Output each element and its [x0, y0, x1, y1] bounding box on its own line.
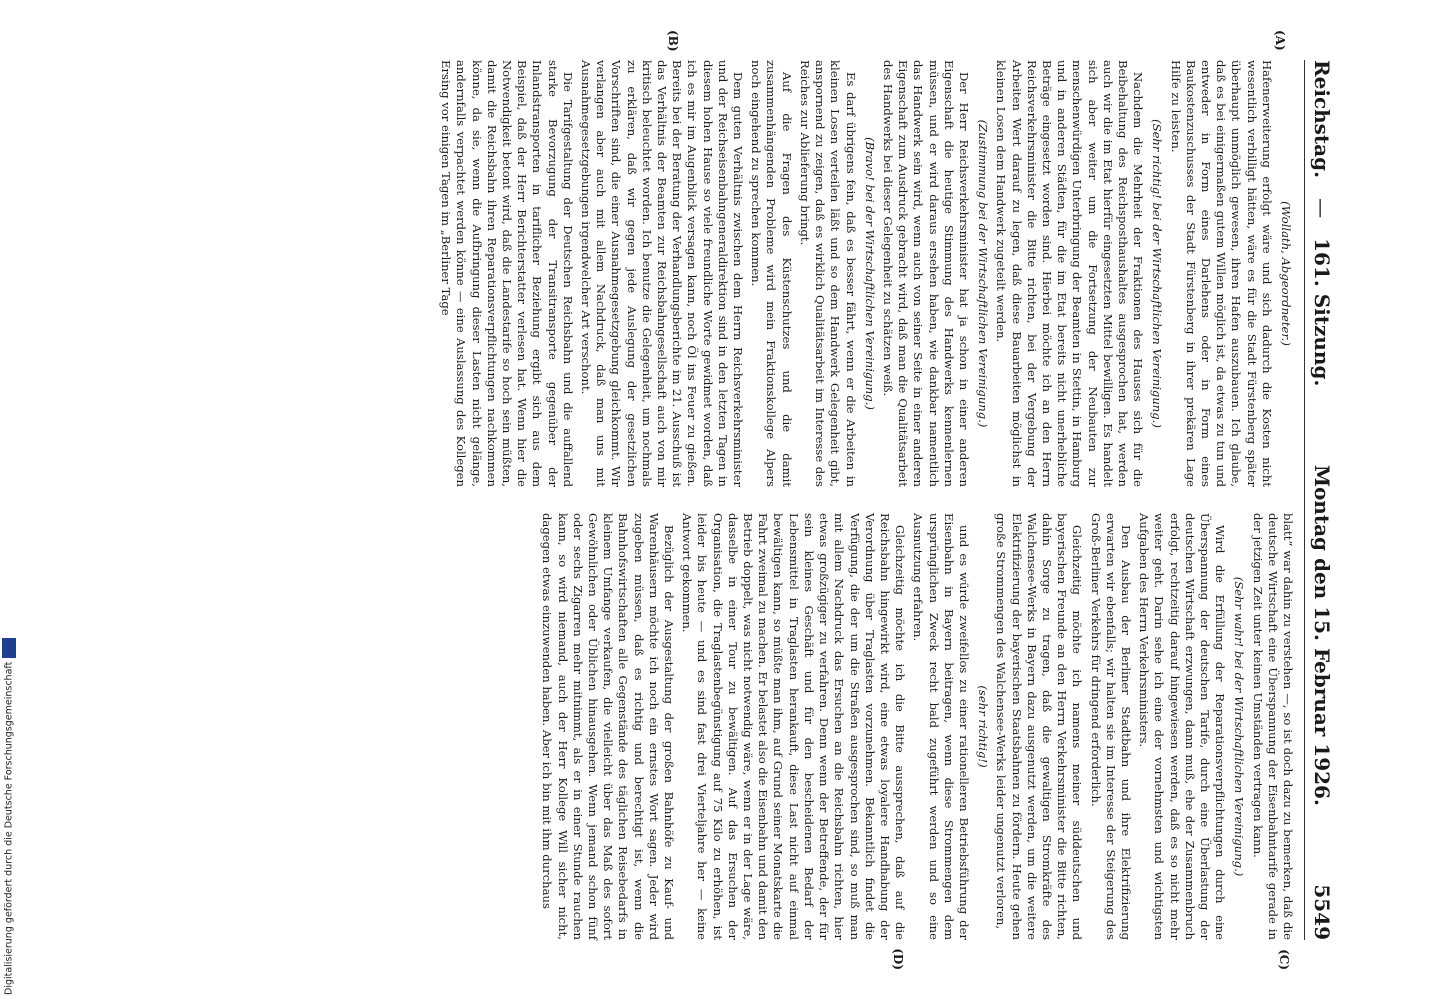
paragraph: und es würde zweifellos zu einer rationelleren Betriebsführung der Eisenbahn in Bayern beitragen, wenn diese Strommengen dem ursprünglichen Zweck recht bald zugeführt werden und so eine Ausnutzung erfahren.: [911, 513, 971, 940]
margin-marker-d: (D): [891, 948, 905, 970]
header-title: Reichstag.: [1310, 60, 1334, 179]
page-number: 5549: [1310, 884, 1334, 940]
paragraph: Der Herr Reichsverkehrsminister hat ja schon in einer anderen Eigenschaft die heutige Stimmung des Handwerks kennenlernen müssen, und er wird daraus ersehen haben, wie dankbar namentlich das Handwerk sein wird, wenn auch von seiner Seite in einer anderen Eigenschaft zum Ausdruck gebracht wird, daß man die Qualitätsarbeit des Handwerks bei dieser Gelegenheit zu schätzen weiß.: [880, 60, 971, 487]
paragraph: blatt“ war dahin zu verstehen —, so ist doch dazu zu bemerken, daß die deutsche Wirtschaft eine Überspannung der Eisenbahntarife gerade in der jetzigen Zeit unter keinen Umständen vertragen kann.: [1250, 513, 1295, 940]
interjection: (Sehr wahr! bei der Wirtschaftlichen Vereinigung.): [1232, 576, 1247, 877]
digitization-credit: [2, 600, 16, 995]
margin-marker-b: (B): [666, 30, 680, 52]
interjection: (Zustimmung bei der Wirtschaftlichen Vereinigung.): [976, 119, 991, 428]
dfg-logo-icon: [2, 638, 16, 658]
margin-marker-c: (C): [1277, 949, 1291, 970]
paragraph: Es darf übrigens fein, daß es besser fährt, wenn er die Arbeiten in kleinen Losen verteilen läßt und so dem Handwerk Gelegenheit gibt, anspornend zu zeigen, daß es wirklich Qualitätsarbeit im Interesse des Reiches zur Ablieferung bringt.: [797, 60, 858, 487]
page-area: [89, 30, 1339, 970]
paragraph: Bezüglich der Ausgestaltung der großen Bahnhöfe zu Kauf- und Warenhäusern möchte ich noch ein ernstes Wort sagen. Jeder wird zugeben müssen, daß es richtig und berechtigt ist, wenn die Bahnhofswirtschaften alle Gegenstände des täglichen Reisebedarfs in kleinem Umfange verkaufen, die vielleicht über das Maß des sofort Gewöhnlichen oder Üblichen hinausgehen. Wenn jemand schon fünf oder sechs Zigarren mehr mitnimmt, als er in einer Stunde rauchen kann, so wird niemand, auch der Herr Kollege Will sicher nicht, dagegen etwas einzuwenden haben. Aber ich bin mit ihm durchaus: [540, 513, 677, 940]
speaker-label: (Wollath, Abgeordneter.): [1279, 201, 1293, 346]
paragraph: Gleichzeitig möchte ich namens meiner süddeutschen und bayerischen Freunde an den Herrn Verkehrsminister die Bitte richten, dahin Sorge zu tragen, daß die gewaltigen Stromkräfte des Walchensee-Werks in Bayern dazu ausgenutzt werden, um die weitere Elektrifizierung der bayerischen Staatsbahnen zu fördern. Heute gehen große Strommengen des Walchensee-Werks leider ungenutzt verloren,: [994, 513, 1085, 940]
text-columns: [89, 30, 1295, 970]
interjection: (Bravo! bei der Wirtschaftlichen Vereinigung.): [862, 137, 877, 410]
paragraph: Hafenerweiterung erfolgt wäre und sich dadurch die Kosten nicht wesentlich verbilligt hätten, wäre es für die Stadt Fürstenberg später überhaupt unmöglich gewesen, ihren Hafen auszubauen. Ich glaube, daß es bei einigermaßen gutem Willen möglich ist, da etwas zu tun und entweder in Form eines Darlehens oder in Form eines Baukostenzuschusses der Stadt Fürstenberg in ihrer prekären Lage Hilfe zu leisten.: [1168, 60, 1274, 487]
header-date: Montag den 15. Februar 1926.: [1310, 464, 1334, 806]
paragraph: Wird die Erfüllung der Reparationsverpflichtungen durch eine Überspannung der deutschen Tarife, durch eine Überlastung der deutschen Wirtschaft erzwungen, dann muß, ehe der Zusammenbruch erfolgt, rechtzeitig darauf hingewiesen werden, daß es so nicht mehr weiter geht. Darin sehe ich eine der vornehmsten und wichtigsten Aufgaben des Herrn Verkehrsministers.: [1137, 513, 1228, 940]
page-header: [1304, 60, 1339, 940]
header-left: [1310, 60, 1334, 386]
paragraph: Die Tarifgestaltung der Deutschen Reichsbahn und die auffallend starke Bevorzugung der Transitransporte gegenüber der Inlandstransporten in tariflicher Beziehung ergibt sich aus dem Beispiel, daß der Herr Berichterstatter verlesen hat. Wenn hier die Notwendigkeit betont wird, daß die Landestarife so hoch sein müßten, damit die Reichsbahn ihren Reparationsverpflichtungen nachkommen könne, da sie, wenn die Aufbringung dieser Lasten nicht gelänge, andernfalls verpachtet werden könne — eine Auslassung des Kollegen Ersing vor einigen Tagen im „Berliner Tage: [439, 60, 575, 487]
paragraph: Gleichzeitig möchte ich die Bitte aussprechen, daß auf die Reichsbahn hingewirkt wird, eine etwas loyalere Handhabung der Verordnung über Traglasten vorzunehmen. Bekanntlich findet die Verfügung, die der um die Straßen ausgesprochen sind, so muß man mit allem Nachdruck das Ersuchen an die Reichsbahn richten, hier etwas großzügiger zu verfahren. Denn wenn der Betreffende, der für sein kleines Geschäft und für den bescheidenen Bedarf der Lebensmittel in Traglasten herankauft, diese Last nicht auf einmal bewältigen kann, so müßte man ihm, auf Grund seiner Monatskarte die Fahrt zweimal zu machen. Er belastet also die Eisenbahn und damit den Betrieb doppelt, was nicht notwendig wäre, wenn er in der Lage wäre, dasselbe in einer Tour zu bewältigen. Auf das Ersuchen der Organisation, die Traglastenbegünstigung auf 75 Kilo zu erhöhen, ist leider bis heute — und es sind fast drei Vierteljahre her — keine Antwort gekommen.: [680, 513, 908, 940]
header-separator: —: [1310, 198, 1334, 219]
margin-marker-a: (A): [1273, 30, 1287, 51]
header-session: 161. Sitzung.: [1310, 238, 1334, 387]
column-right: [89, 513, 1295, 970]
paragraph: Den Ausbau der Berliner Stadtbahn und ihre Elektrifizierung erwarten wir ebenfalls; wir halten sie im Interesse der Steigerung des Groß-Berliner Verkehrs für dringend erforderlich.: [1088, 513, 1133, 940]
paragraph: Auf die Fragen des Küstenschutzes und die damit zusammenhängenden Probleme wird mein Fraktionskollege Alpers noch eingehend zu sprechen kommen.: [749, 60, 794, 487]
column-left: [89, 30, 1295, 487]
interjection: (sehr richtig!): [976, 685, 991, 768]
credit-text: Digitalisierung gefördert durch die Deutsche Forschungsgemeinschaft: [3, 661, 15, 995]
paragraph: Dem guten Verhältnis zwischen dem Herrn Reichsverkehrsminister und der Reichseisenbahngeneraldirektion sind in den letzten Tagen in diesem hohen Hause so viele freundliche Worte gewidmet worden, daß ich es mir im Augenblick versagen kann, noch Öl ins Feuer zu gießen. Bereits bei der Beratung der Verhandlungsberichte im 21. Ausschuß ist das Verhältnis der Beamten zur Reichsbahngesellschaft auch von mir kritisch beleuchtet worden. Ich benutze die Gelegenheit, um nochmals zu erklären, daß wir gegen jede Auslegung der gesetzlichen Vorschriften sind, die einer Ausnahmegesetzgebung gleichkommt. Wir verlangen aber auch mit allem Nachdruck, daß man uns mit Ausnahmegesetzgebungen irgendwelcher Art verschont.: [579, 60, 746, 487]
paragraph: Nachdem die Mehrheit der Fraktionen des Hauses sich für die Beibehaltung des Reichsposthaushaltes ausgesprochen hat, werden auch wir die im Etat hierfür eingesetzten Mittel bewilligen. Es handelt sich aber weiter um die Fortsetzung der Neubauten zur menschenwürdigen Unterbringung der Beamten in Stettin, in Hamburg und in anderen Städten, für die im Etat bereits nicht unerhebliche Beträge eingesetzt worden sind. Hierbei möchte ich an den Herrn Reichsverkehrsminister die Bitte richten, bei der Vergebung der Arbeiten Wert darauf zu legen, daß diese Bauarbeiten möglichst in kleinen Losen dem Handwerk zugeteilt werden.: [994, 60, 1146, 487]
interjection: (Sehr richtig! bei der Wirtschaftlichen Vereinigung.): [1150, 119, 1165, 428]
